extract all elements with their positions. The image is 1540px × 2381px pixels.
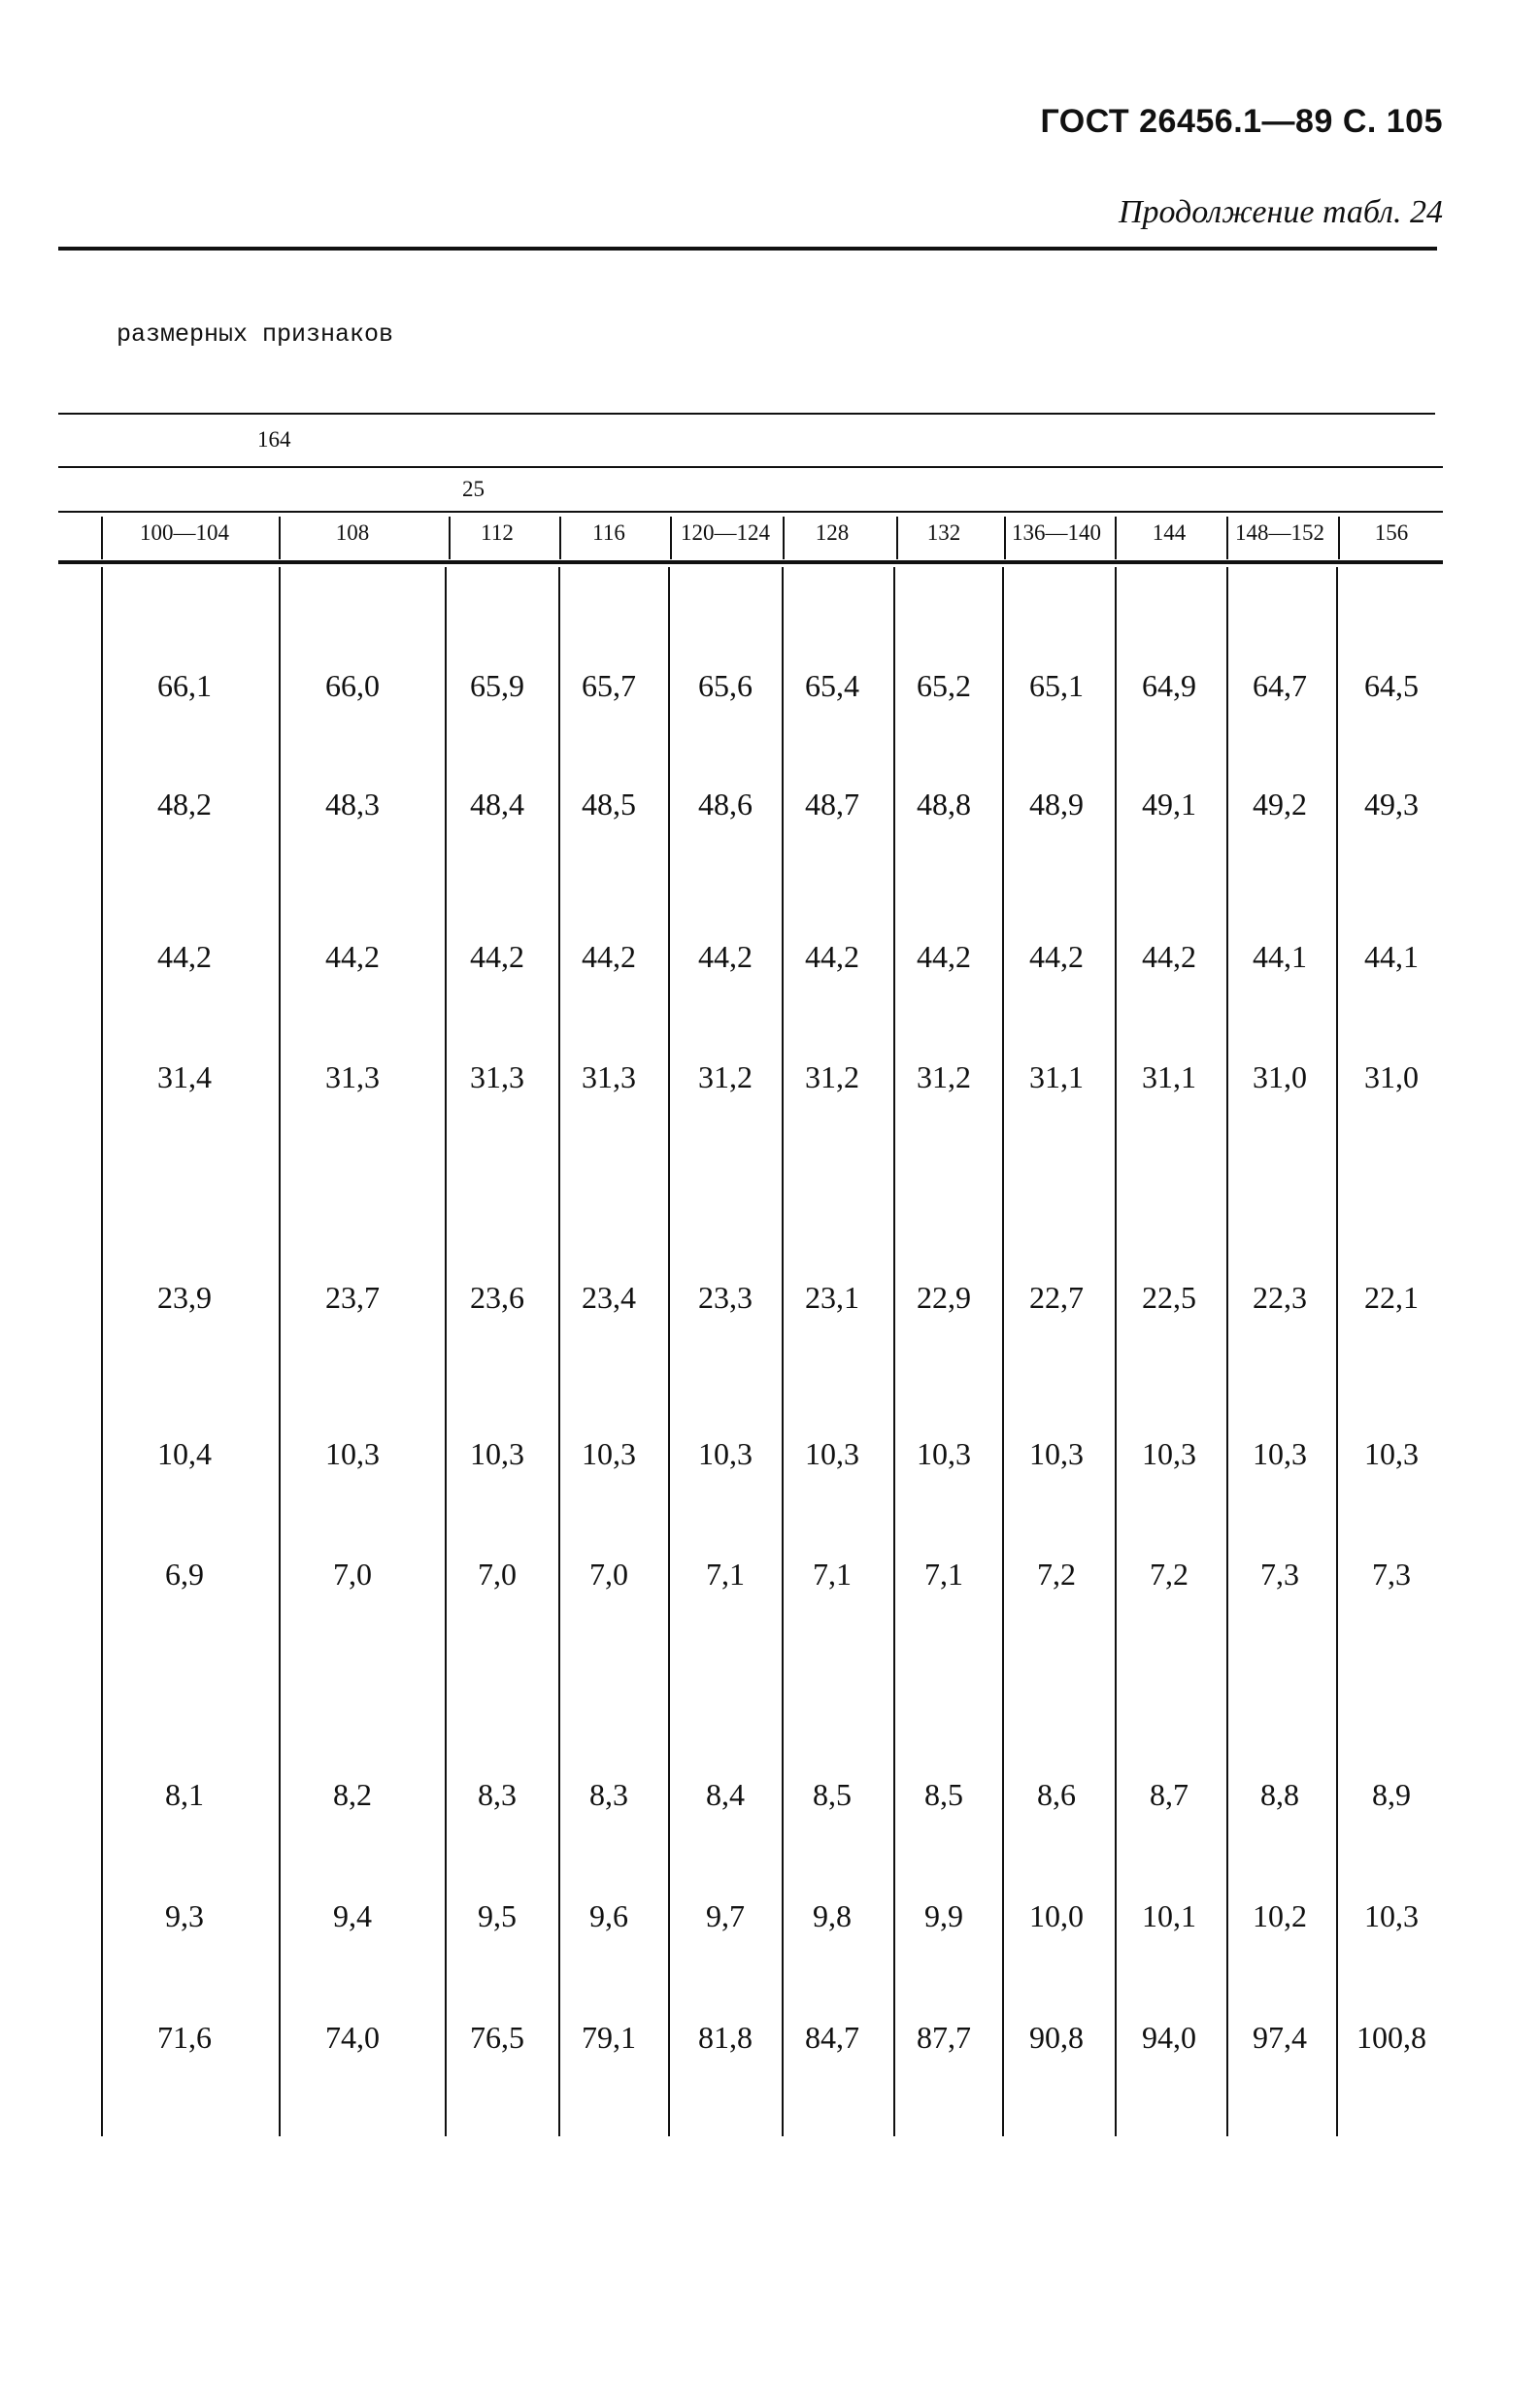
table-cell: 10,3 — [582, 1436, 636, 1471]
table-cell: 97,4 — [1253, 2020, 1307, 2055]
table-cell: 7,1 — [924, 1557, 963, 1592]
table-cell: 22,3 — [1253, 1280, 1307, 1315]
table-cell: 44,2 — [805, 939, 859, 974]
table-cell: 81,8 — [698, 2020, 753, 2055]
column-header: 120—124 — [681, 520, 770, 545]
table-cell: 10,3 — [917, 1436, 971, 1471]
table-cell: 44,2 — [917, 939, 971, 974]
table-cell: 31,2 — [805, 1059, 859, 1094]
table-cell: 23,6 — [470, 1280, 524, 1315]
table-cell: 7,2 — [1150, 1557, 1188, 1592]
table-cell: 23,3 — [698, 1280, 753, 1315]
column-header: 156 — [1374, 520, 1409, 545]
table-cell: 48,5 — [582, 787, 636, 822]
table-cell: 44,1 — [1253, 939, 1307, 974]
table-cell: 8,8 — [1260, 1777, 1299, 1812]
table-cell: 10,3 — [325, 1436, 380, 1471]
table-cell: 7,0 — [478, 1557, 517, 1592]
table-cell: 48,7 — [805, 787, 859, 822]
table-cell: 76,5 — [470, 2020, 524, 2055]
table-cell: 9,4 — [333, 1898, 372, 1933]
table-cell: 44,2 — [698, 939, 753, 974]
table-cell: 31,2 — [917, 1059, 971, 1094]
table-cell: 65,7 — [582, 668, 636, 703]
table-cell: 90,8 — [1029, 2020, 1084, 2055]
table-cell: 64,5 — [1364, 668, 1419, 703]
table-cell: 8,6 — [1037, 1777, 1076, 1812]
table-cell: 31,4 — [157, 1059, 212, 1094]
table-cell: 7,1 — [706, 1557, 745, 1592]
table-cell: 8,1 — [165, 1777, 204, 1812]
table-cell: 49,3 — [1364, 787, 1419, 822]
table-cell: 31,0 — [1364, 1059, 1419, 1094]
table-cell: 9,5 — [478, 1898, 517, 1933]
table-cell: 8,5 — [813, 1777, 852, 1812]
column-header: 144 — [1152, 520, 1187, 545]
column-divider — [279, 567, 281, 2136]
column-header: 132 — [926, 520, 961, 545]
table-cell: 44,2 — [582, 939, 636, 974]
table-cell: 66,1 — [157, 668, 212, 703]
table-cell: 94,0 — [1142, 2020, 1196, 2055]
table-cell: 7,3 — [1260, 1557, 1299, 1592]
table-cell: 6,9 — [165, 1557, 204, 1592]
column-header: 128 — [815, 520, 850, 545]
table-cell: 71,6 — [157, 2020, 212, 2055]
header-column-divider — [279, 517, 281, 559]
table-cell: 10,4 — [157, 1436, 212, 1471]
column-header: 116 — [592, 520, 625, 545]
table-cell: 44,2 — [157, 939, 212, 974]
table-cell: 7,2 — [1037, 1557, 1076, 1592]
table-cell: 10,0 — [1029, 1898, 1084, 1933]
table-cell: 23,9 — [157, 1280, 212, 1315]
table-cell: 9,7 — [706, 1898, 745, 1933]
table-cell: 65,2 — [917, 668, 971, 703]
table-cell: 8,9 — [1372, 1777, 1411, 1812]
column-header: 148—152 — [1235, 520, 1324, 545]
group-rule — [58, 466, 1443, 468]
table-cell: 23,4 — [582, 1280, 636, 1315]
table-cell: 44,2 — [470, 939, 524, 974]
table-cell: 22,7 — [1029, 1280, 1084, 1315]
column-header: 108 — [335, 520, 370, 545]
table-cell: 10,3 — [1142, 1436, 1196, 1471]
table-cell: 44,2 — [1029, 939, 1084, 974]
table-cell: 9,6 — [589, 1898, 628, 1933]
table-cell: 22,1 — [1364, 1280, 1419, 1315]
table-cell: 31,1 — [1142, 1059, 1196, 1094]
table-cell: 8,5 — [924, 1777, 963, 1812]
table-caption: размерных признаков — [117, 320, 394, 349]
table-cell: 9,8 — [813, 1898, 852, 1933]
table-cell: 44,2 — [1142, 939, 1196, 974]
table-cell: 10,3 — [1029, 1436, 1084, 1471]
subgroup-rule — [58, 511, 1443, 513]
table-cell: 22,5 — [1142, 1280, 1196, 1315]
table-cell: 65,9 — [470, 668, 524, 703]
table-cell: 23,7 — [325, 1280, 380, 1315]
table-cell: 49,2 — [1253, 787, 1307, 822]
table-cell: 10,1 — [1142, 1898, 1196, 1933]
table-cell: 9,9 — [924, 1898, 963, 1933]
table-cell: 7,3 — [1372, 1557, 1411, 1592]
table-cell: 49,1 — [1142, 787, 1196, 822]
table-cell: 65,1 — [1029, 668, 1084, 703]
table-cell: 48,9 — [1029, 787, 1084, 822]
subgroup-label: 25 — [462, 477, 485, 501]
table-cell: 74,0 — [325, 2020, 380, 2055]
table-cell: 65,4 — [805, 668, 859, 703]
header-bottom-rule — [58, 560, 1443, 564]
table-cell: 7,0 — [589, 1557, 628, 1592]
table-cell: 10,2 — [1253, 1898, 1307, 1933]
table-cell: 10,3 — [805, 1436, 859, 1471]
table-cell: 10,3 — [1253, 1436, 1307, 1471]
table-cell: 48,2 — [157, 787, 212, 822]
table-cell: 48,8 — [917, 787, 971, 822]
column-header: 136—140 — [1012, 520, 1101, 545]
table-cell: 100,8 — [1356, 2020, 1426, 2055]
table-cell: 48,4 — [470, 787, 524, 822]
table-cell: 44,1 — [1364, 939, 1419, 974]
table-cell: 31,2 — [698, 1059, 753, 1094]
table-cell: 7,0 — [333, 1557, 372, 1592]
table-cell: 10,3 — [1364, 1436, 1419, 1471]
table-cell: 8,4 — [706, 1777, 745, 1812]
group-label: 164 — [257, 427, 291, 452]
table-cell: 10,3 — [470, 1436, 524, 1471]
table-cell: 10,3 — [698, 1436, 753, 1471]
top-rule — [58, 247, 1437, 251]
table-continuation-label: Продолжение табл. 24 — [1118, 194, 1443, 230]
table-cell: 9,3 — [165, 1898, 204, 1933]
table-cell: 10,3 — [1364, 1898, 1419, 1933]
table-cell: 8,2 — [333, 1777, 372, 1812]
table-cell: 8,7 — [1150, 1777, 1188, 1812]
table-cell: 48,3 — [325, 787, 380, 822]
table-top-rule — [58, 413, 1435, 415]
table-cell: 84,7 — [805, 2020, 859, 2055]
table-cell: 87,7 — [917, 2020, 971, 2055]
table-cell: 64,9 — [1142, 668, 1196, 703]
table-cell: 31,3 — [470, 1059, 524, 1094]
table-cell: 48,6 — [698, 787, 753, 822]
table-cell: 66,0 — [325, 668, 380, 703]
table-cell: 31,3 — [582, 1059, 636, 1094]
column-header: 100—104 — [140, 520, 229, 545]
table-cell: 31,3 — [325, 1059, 380, 1094]
table-cell: 8,3 — [589, 1777, 628, 1812]
header-column-divider — [101, 517, 103, 559]
column-divider — [101, 567, 103, 2136]
table-cell: 8,3 — [478, 1777, 517, 1812]
table-cell: 23,1 — [805, 1280, 859, 1315]
table-cell: 7,1 — [813, 1557, 852, 1592]
column-header: 112 — [481, 520, 514, 545]
table-cell: 65,6 — [698, 668, 753, 703]
table-cell: 44,2 — [325, 939, 380, 974]
table-cell: 64,7 — [1253, 668, 1307, 703]
table-cell: 31,0 — [1253, 1059, 1307, 1094]
standard-reference: ГОСТ 26456.1—89 С. 105 — [1040, 103, 1443, 140]
table-cell: 22,9 — [917, 1280, 971, 1315]
table-cell: 79,1 — [582, 2020, 636, 2055]
table-cell: 31,1 — [1029, 1059, 1084, 1094]
